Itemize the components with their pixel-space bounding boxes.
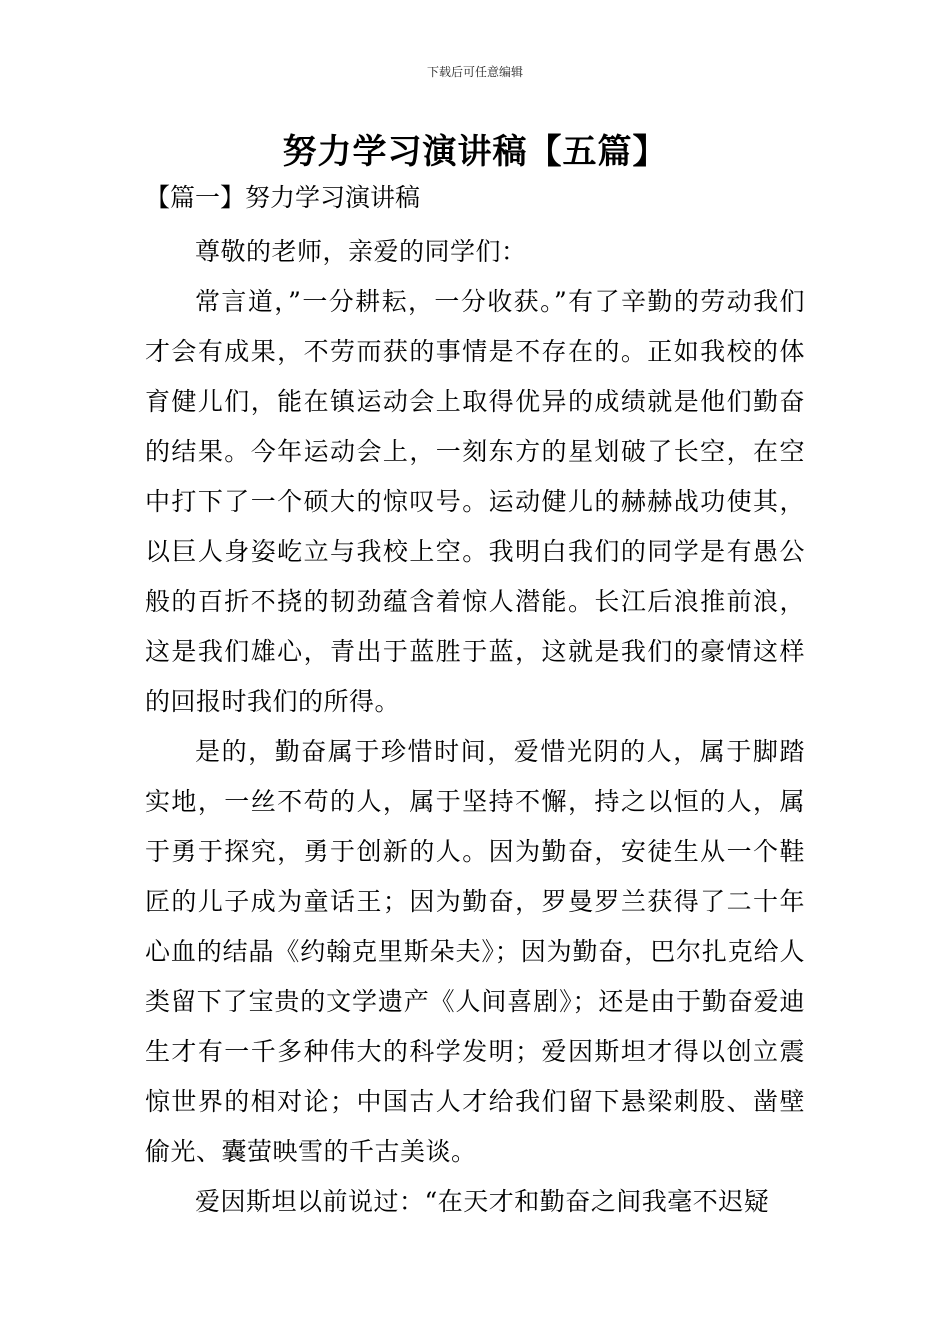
document-title: 努力学习演讲稿【五篇】 bbox=[282, 132, 668, 172]
body-paragraph: 常言道，”一分耕耘，一分收获。”有了辛勤的劳动我们才会有成果，不劳而获的事情是不存在的。正如我校的体育健儿们，能在镇运动会上取得优异的成绩就是他们勤奋的结果。今年运动会上，一刻东方的星划破了长空，在空中打下了一个硕大的惊叹号。运动健儿的赫赫战功使其，以巨人身姿屹立与我校上空。我明白我们的同学是有愚公般的百折不挠的韧劲蕴含着惊人潜能。长江后浪推前浪，这是我们雄心，青出于蓝胜于蓝，这就是我们的豪情这样的回报时我们的所得。 bbox=[145, 287, 805, 716]
document-body bbox=[145, 227, 805, 1227]
salutation-paragraph: 尊敬的老师，亲爱的同学们： bbox=[195, 237, 527, 266]
body-paragraph: 是的，勤奋属于珍惜时间，爱惜光阴的人，属于脚踏实地，一丝不苟的人，属于坚持不懈，持之以恒的人，属于勇于探究，勇于创新的人。因为勤奋，安徒生从一个鞋匠的儿子成为童话王；因为勤奋，罗曼罗兰获得了二十年心血的结晶《约翰克里斯朵夫》；因为勤奋，巴尔扎克给人类留下了宝贵的文学遗产《人间喜剧》；还是由于勤奋爱迪生才有一千多种伟大的科学发明；爱因斯坦才得以创立震惊世界的相对论；中国古人才给我们留下悬梁刺股、凿壁偷光、囊萤映雪的千古美谈。 bbox=[145, 737, 805, 1166]
header-note: 下载后可任意编辑 bbox=[426, 65, 523, 79]
section-heading: 【篇一】努力学习演讲稿 bbox=[145, 183, 421, 212]
body-paragraph: 爱因斯坦以前说过：“在天才和勤奋之间我毫不迟疑 bbox=[195, 1187, 770, 1216]
